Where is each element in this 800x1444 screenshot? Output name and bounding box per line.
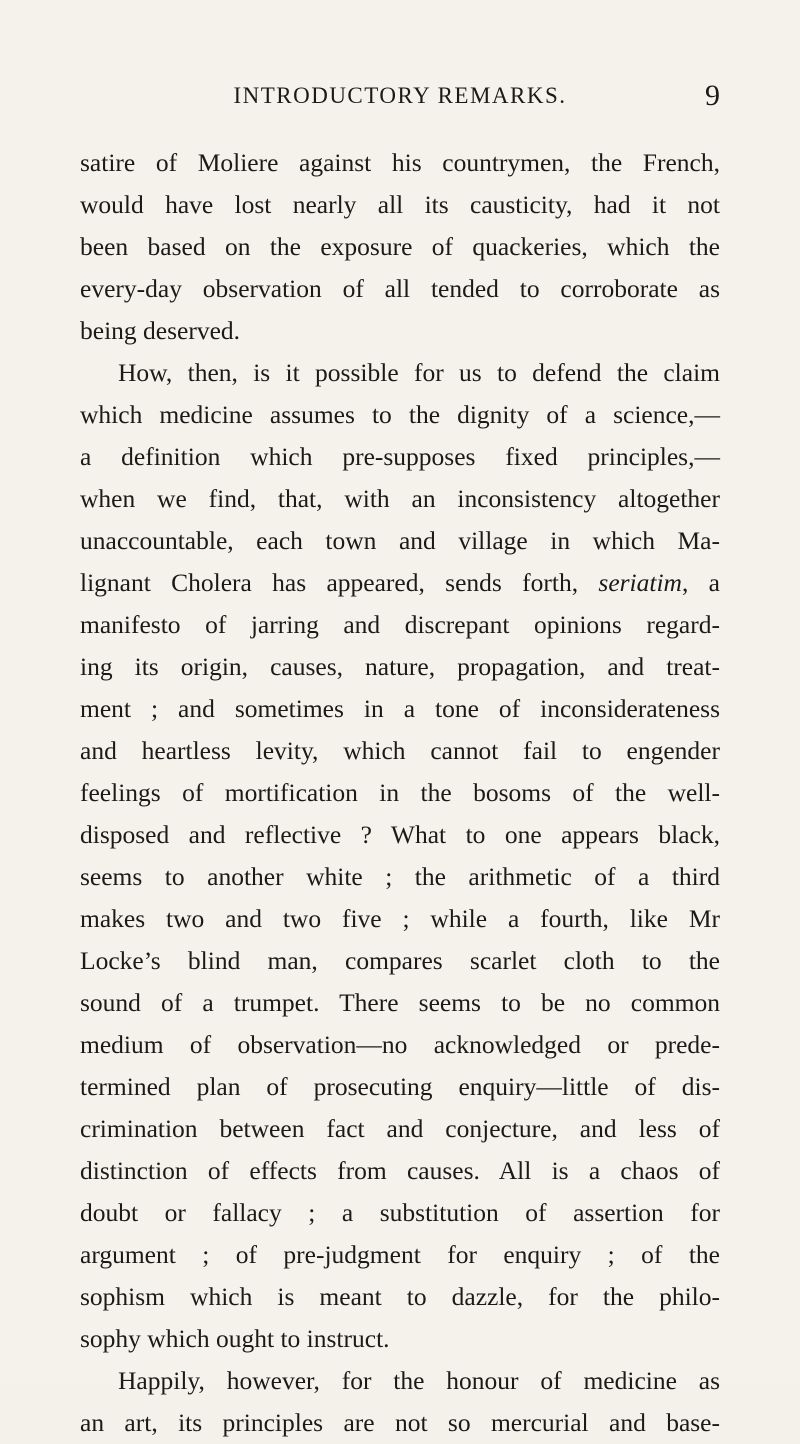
text-line: and heartless levity, which cannot fail to engender: [80, 736, 720, 765]
text-line-with-italic: [80, 562, 720, 604]
text-run: lignant Cholera has appeared, sends forth,: [80, 568, 599, 597]
text-line: unaccountable, each town and village in which Ma-: [80, 526, 720, 555]
text-line: argument ; of pre-judgment for enquiry ; of the: [80, 1240, 720, 1269]
text-line: would have lost nearly all its causticity, had it not: [80, 190, 720, 219]
page-header: [80, 80, 720, 112]
text-line: sophy which ought to instruct.: [80, 1324, 390, 1353]
text-line: crimination between fact and conjecture, and less of: [80, 1114, 720, 1143]
text-line: being deserved.: [80, 316, 241, 345]
text-line: a definition which pre-supposes fixed principles,—: [80, 442, 720, 471]
text-line: ment ; and sometimes in a tone of inconsiderateness: [80, 694, 720, 723]
running-head: INTRODUCTORY REMARKS.: [233, 83, 567, 108]
text-line: medium of observation—no acknowledged or prede-: [80, 1030, 720, 1059]
text-line: disposed and reflective ? What to one appears black,: [80, 820, 720, 849]
text-run: , a: [681, 568, 720, 597]
text-line: every-day observation of all tended to corroborate as: [80, 274, 720, 303]
text-line: termined plan of prosecuting enquiry—little of dis-: [80, 1072, 720, 1101]
page-number: 9: [705, 79, 720, 112]
text-line: an art, its principles are not so mercurial and base-: [80, 1408, 720, 1437]
text-line: seems to another white ; the arithmetic of a third: [80, 862, 720, 891]
text-line: sound of a trumpet. There seems to be no common: [80, 988, 720, 1017]
text-line: How, then, is it possible for us to defend the claim: [118, 358, 720, 387]
text-line: ing its origin, causes, nature, propagation, and treat-: [80, 652, 720, 681]
text-line: distinction of effects from causes. All is a chaos of: [80, 1156, 720, 1185]
text-line: Locke’s blind man, compares scarlet cloth to the: [80, 946, 720, 975]
text-line: been based on the exposure of quackeries, which the: [80, 232, 720, 261]
text-line: satire of Moliere against his countrymen, the French,: [80, 148, 720, 177]
text-line: when we find, that, with an inconsistency altogether: [80, 484, 720, 513]
text-line: doubt or fallacy ; a substitution of assertion for: [80, 1198, 720, 1227]
text-line: manifesto of jarring and discrepant opinions regard-: [80, 610, 720, 639]
text-line: makes two and two five ; while a fourth, like Mr: [80, 904, 720, 933]
italic-word: seriatim: [598, 568, 682, 597]
text-line: Happily, however, for the honour of medicine as: [118, 1366, 720, 1395]
body-text: [80, 142, 720, 1444]
text-line: sophism which is meant to dazzle, for the philo-: [80, 1282, 720, 1311]
text-line: which medicine assumes to the dignity of a science,—: [80, 400, 720, 429]
text-line: feelings of mortification in the bosoms of the well-: [80, 778, 720, 807]
